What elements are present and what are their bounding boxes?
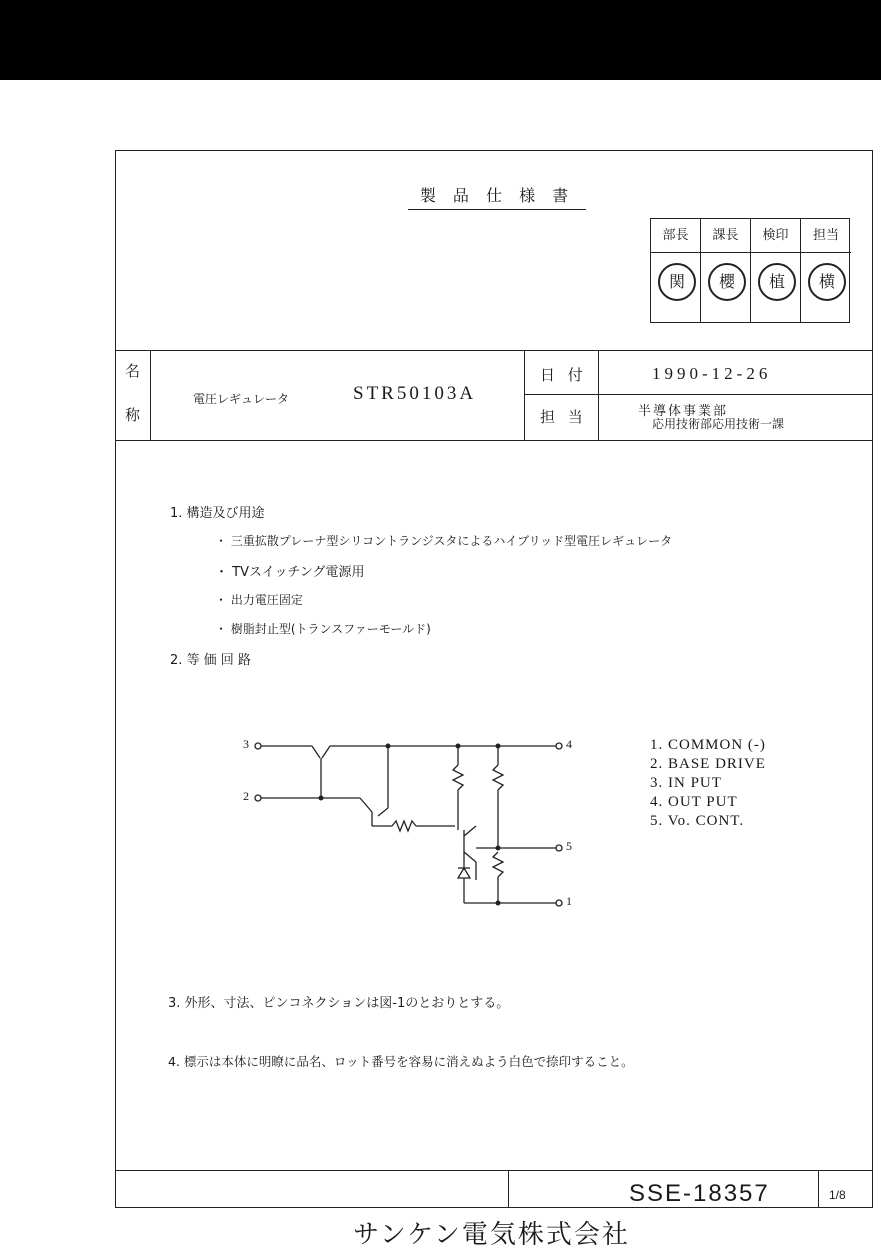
info-vline-3: [598, 350, 599, 440]
date-value: 1990-12-26: [652, 364, 772, 383]
stamp-header: 検印: [751, 219, 800, 253]
pin-list-item: 2. BASE DRIVE: [650, 756, 766, 772]
document-number: SSE-18357: [629, 1180, 770, 1207]
seal-stamp: 横: [808, 263, 846, 301]
dept-line-2: 応用技術部応用技術一課: [652, 417, 785, 431]
section-1-item: ・ 出力電圧固定: [215, 593, 303, 607]
date-label: 日 付: [540, 366, 587, 384]
pin-label: 2: [243, 789, 249, 803]
company-name: サンケン電気株式会社: [353, 1220, 630, 1250]
pin-list-item: 5. Vo. CONT.: [650, 813, 745, 829]
product-name: 電圧レギュレータ: [193, 392, 290, 406]
seal-stamp: 櫻: [708, 263, 746, 301]
pin-list-item: 3. IN PUT: [650, 775, 722, 791]
section-3-text: 3. 外形、寸法、ピンコネクションは図-1のとおりとする。: [168, 996, 510, 1011]
pin-label: 1: [566, 894, 572, 908]
header-divider: [115, 350, 873, 351]
pin-label: 3: [243, 737, 249, 751]
seal-stamp: 植: [758, 263, 796, 301]
top-black-band: [0, 0, 881, 80]
footer-divider: [115, 1170, 873, 1171]
stamp-col-kacho: [701, 219, 751, 322]
section-1-item: ・ 樹脂封止型(トランスファーモールド): [215, 622, 431, 636]
document-title: 製 品 仕 様 書: [408, 183, 586, 210]
info-divider: [115, 440, 873, 441]
pin-list-item: 1. COMMON (-): [650, 737, 766, 753]
stamp-header: 課長: [701, 219, 750, 253]
stamp-header: 担当: [801, 219, 851, 253]
stamp-col-tanto: [801, 219, 851, 322]
section-1-item: ・ TVスイッチング電源用: [215, 565, 365, 580]
approval-stamp-table: [650, 218, 850, 323]
owner-label: 担 当: [540, 408, 587, 426]
section-1-heading: 1. 構造及び用途: [170, 506, 265, 521]
info-mid-divider: [524, 394, 873, 395]
page-number: 1/8: [829, 1188, 846, 1202]
section-2-heading: 2. 等 価 回 路: [170, 653, 251, 668]
pin-list-item: 4. OUT PUT: [650, 794, 738, 810]
section-1-item: ・ 三重拡散プレーナ型シリコントランジスタによるハイブリッド型電圧レギュレータ: [215, 534, 673, 548]
name-label-2: 称: [125, 406, 141, 424]
section-4-text: 4. 標示は本体に明瞭に品名、ロット番号を容易に消えぬよう白色で捺印すること。: [168, 1054, 634, 1069]
pin-label: 5: [566, 839, 572, 853]
dept-line-1: 半導体事業部: [638, 404, 729, 419]
footer-vline-2: [818, 1170, 819, 1208]
info-vline-2: [524, 350, 525, 440]
stamp-col-kenin: [751, 219, 801, 322]
name-label-1: 名: [125, 362, 141, 380]
product-model: STR50103A: [353, 383, 477, 404]
seal-stamp: 関: [658, 263, 696, 301]
pin-label: 4: [566, 737, 572, 751]
footer-vline-1: [508, 1170, 509, 1208]
stamp-col-bucho: [651, 219, 701, 322]
pin-list: [650, 736, 766, 831]
info-vline-1: [150, 350, 151, 440]
stamp-header: 部長: [651, 219, 700, 253]
